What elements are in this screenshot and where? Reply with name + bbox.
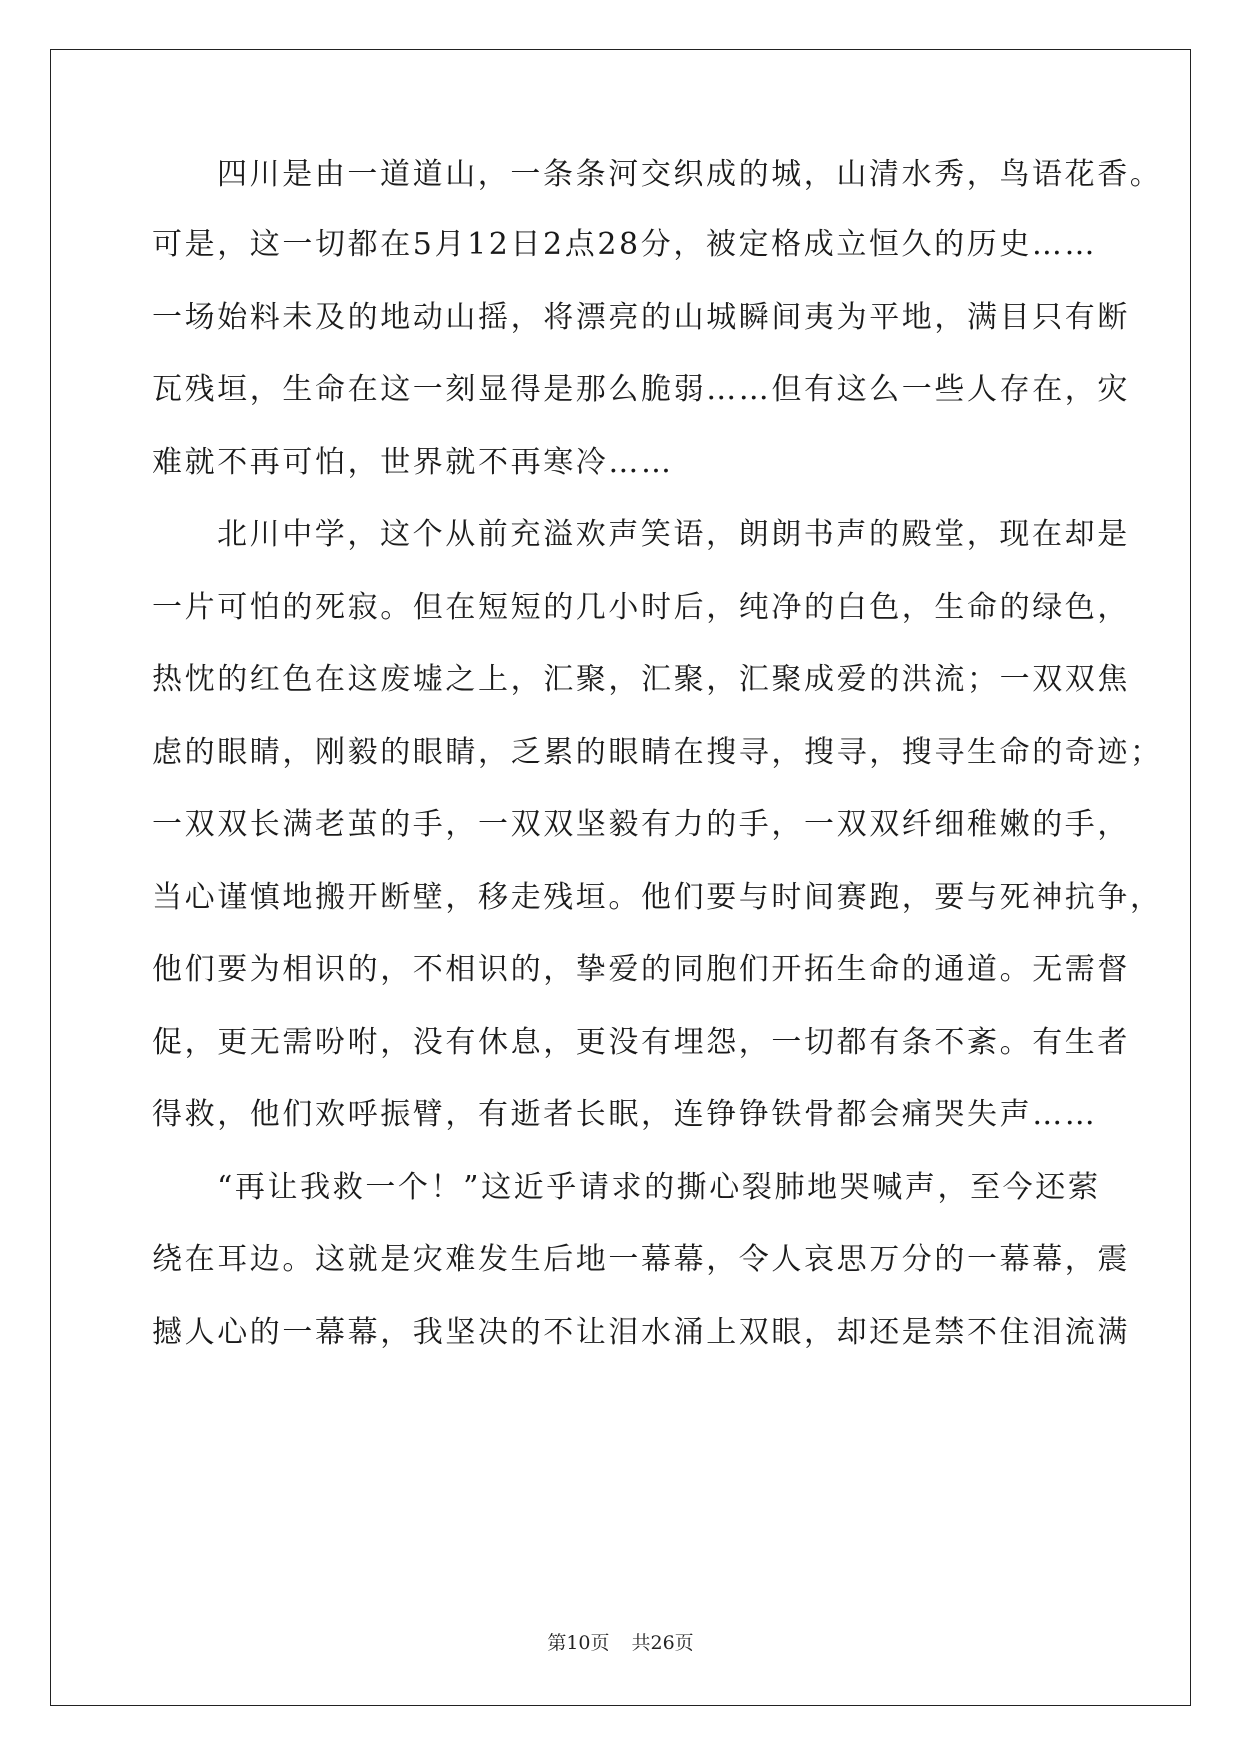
paragraph-1-line-1: 四川是由一道道山，一条条河交织成的城，山清水秀，鸟语花香。 xyxy=(217,157,1163,192)
paragraph-3-line-3: 撼人心的一幕幕，我坚决的不让泪水涌上双眼，却还是禁不住泪流满 xyxy=(152,1315,1130,1350)
paragraph-2-line-4: 虑的眼睛，刚毅的眼睛，乏累的眼睛在搜寻，搜寻，搜寻生命的奇迹； xyxy=(152,735,1163,770)
paragraph-1-line-3: 一场始料未及的地动山摇，将漂亮的山城瞬间夷为平地，满目只有断 xyxy=(152,300,1130,335)
page-footer xyxy=(0,1631,1241,1655)
paragraph-3-line-2: 绕在耳边。这就是灾难发生后地一幕幕，令人哀思万分的一幕幕，震 xyxy=(152,1242,1130,1277)
paragraph-2-line-9: 得救，他们欢呼振臂，有逝者长眠，连铮铮铁骨都会痛哭失声…… xyxy=(152,1097,1098,1132)
paragraph-2-line-3: 热忱的红色在这废墟之上，汇聚，汇聚，汇聚成爱的洪流；一双双焦 xyxy=(152,662,1130,697)
paragraph-2-line-7: 他们要为相识的，不相识的，挚爱的同胞们开拓生命的通道。无需督 xyxy=(152,952,1130,987)
paragraph-1-line-5: 难就不再可怕，世界就不再寒冷…… xyxy=(152,445,674,480)
paragraph-2-line-1: 北川中学，这个从前充溢欢声笑语，朗朗书声的殿堂，现在却是 xyxy=(217,517,1130,552)
page-total: 共26页 xyxy=(631,1632,694,1654)
paragraph-2-line-6: 当心谨慎地搬开断壁，移走残垣。他们要与时间赛跑，要与死神抗争， xyxy=(152,880,1163,915)
paragraph-1-line-2: 可是，这一切都在5月12日2点28分，被定格成立恒久的历史…… xyxy=(152,227,1098,262)
paragraph-2-line-8: 促，更无需吩咐，没有休息，更没有埋怨，一切都有条不紊。有生者 xyxy=(152,1025,1130,1060)
paragraph-3-line-1: “再让我救一个！”这近乎请求的撕心裂肺地哭喊声，至今还萦 xyxy=(217,1170,1101,1205)
paragraph-1-line-4: 瓦残垣，生命在这一刻显得是那么脆弱……但有这么一些人存在，灾 xyxy=(152,372,1130,407)
paragraph-2-line-5: 一双双长满老茧的手，一双双坚毅有力的手，一双双纤细稚嫩的手， xyxy=(152,807,1130,842)
paragraph-2-line-2: 一片可怕的死寂。但在短短的几小时后，纯净的白色，生命的绿色， xyxy=(152,590,1130,625)
page-number: 第10页 xyxy=(547,1632,610,1654)
